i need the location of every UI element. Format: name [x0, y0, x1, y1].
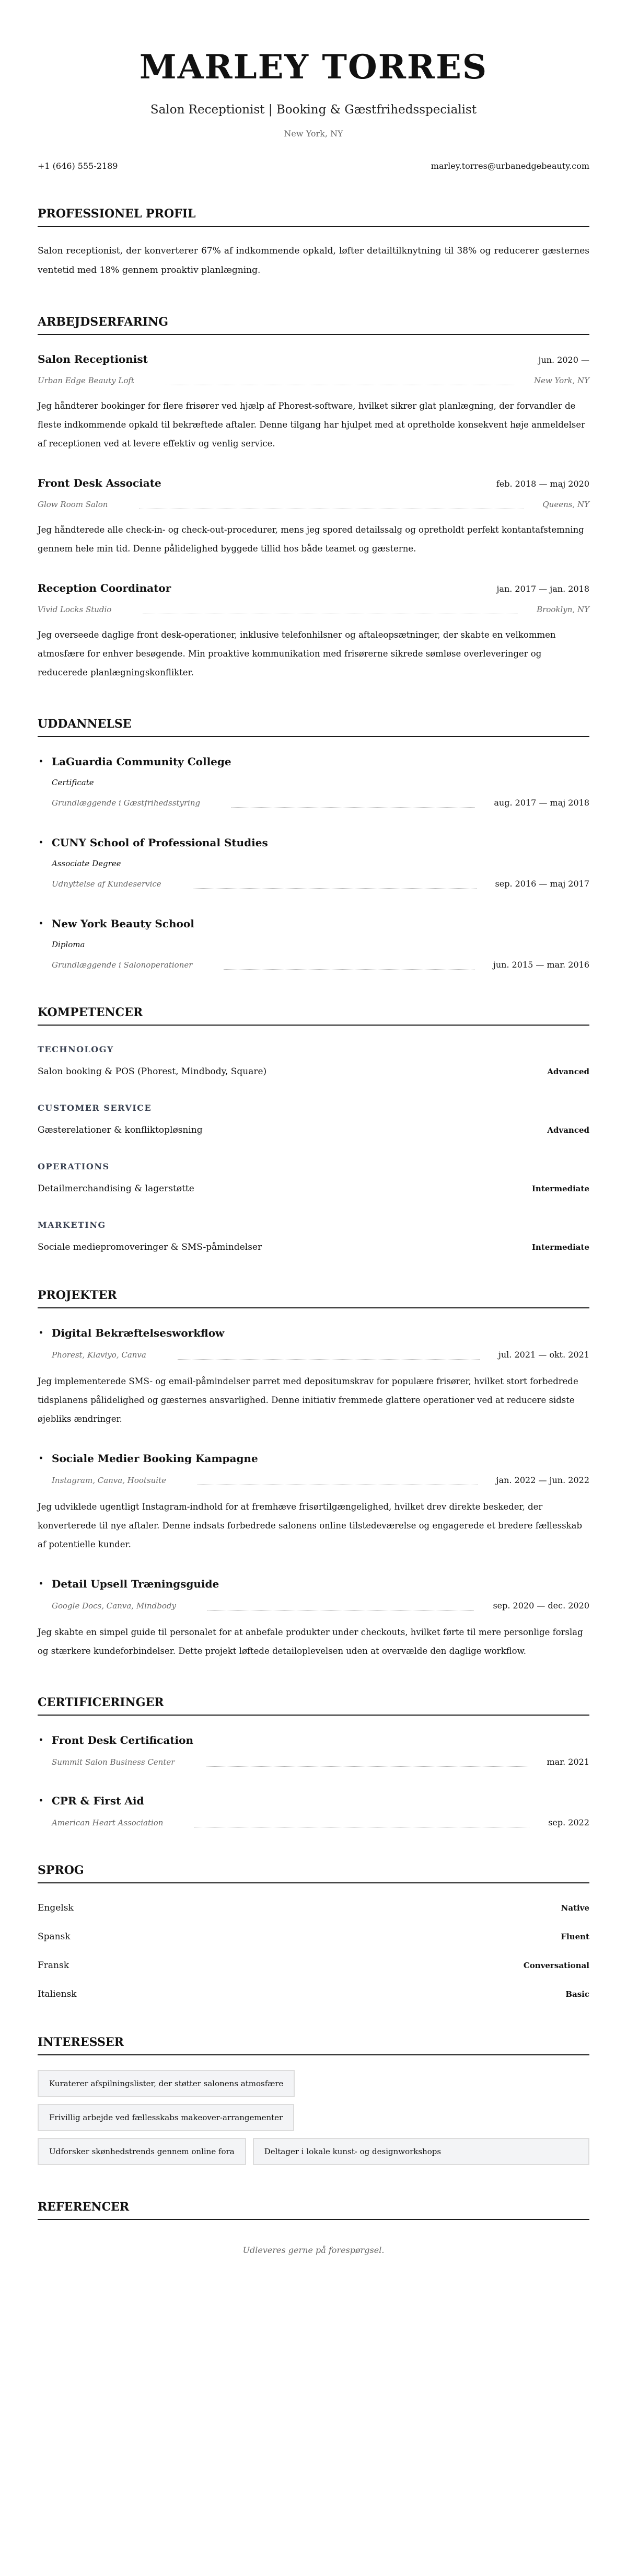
interests-section — [38, 2035, 589, 2165]
degree: Diploma — [52, 940, 85, 949]
company: Glow Room Salon — [38, 500, 108, 509]
school-name: LaGuardia Community College — [52, 755, 231, 768]
education-dates: sep. 2016 — maj 2017 — [495, 879, 589, 889]
project-dates: jul. 2021 — okt. 2021 — [498, 1350, 589, 1360]
resume-header — [38, 47, 589, 172]
certification-issuer: American Heart Association — [52, 1818, 164, 1827]
job-entry — [38, 352, 589, 453]
job-description: Jeg håndterede alle check-in- og check-out-procedurer, mens jeg spored detailssalg og opretholdt perfekt kontantafstemning gennem hele min tid. Denne pålidelighed byggede tillid hos både teamet og gæsterne. — [38, 525, 584, 554]
job-location: Queens, NY — [542, 500, 589, 509]
skills-section — [38, 1005, 589, 1254]
project-entry — [38, 1577, 589, 1661]
interest-tag: Frivillig arbejde ved fællesskabs makeover-arrangementer — [38, 2104, 294, 2131]
language-level: Basic — [565, 1990, 589, 1999]
location: New York, NY — [284, 129, 343, 139]
job-description: Jeg håndterer bookinger for flere frisører ved hjælp af Phorest-software, hvilket sikrer glat planlægning, der forvandler de fleste indkommende opkald til bekræftede aftaler. Denne tilgang har hjulpet med at opretholde konsekvent høje anmeldelser af receptionen ved at levere effektiv og venlig service. — [38, 401, 585, 448]
language-level: Fluent — [561, 1932, 589, 1941]
candidate-name: MARLEY TORRES — [139, 48, 488, 87]
interest-tag: Udforsker skønhedstrends gennem online fora — [38, 2138, 246, 2165]
skill-category — [38, 1162, 589, 1195]
dotted-leader — [231, 807, 475, 808]
skill-category-label: OPERATIONS — [38, 1162, 110, 1171]
certification-date: mar. 2021 — [547, 1757, 589, 1767]
project-title: Detail Upsell Træningsguide — [52, 1578, 219, 1590]
education-entry — [38, 755, 589, 809]
job-dates: feb. 2018 — maj 2020 — [496, 479, 589, 489]
experience-section — [38, 315, 589, 682]
section-title: PROFESSIONEL PROFIL — [38, 206, 589, 227]
dotted-leader — [224, 969, 474, 970]
language-name: Engelsk — [38, 1903, 74, 1913]
dotted-leader — [206, 1766, 528, 1767]
section-title: CERTIFICERINGER — [38, 1695, 589, 1716]
skill-category — [38, 1103, 589, 1136]
skill-level: Advanced — [547, 1067, 589, 1076]
project-tools: Instagram, Canva, Hootsuite — [52, 1476, 166, 1485]
bullet-icon: • — [39, 1580, 43, 1588]
language-name: Fransk — [38, 1960, 69, 1971]
skill-level: Advanced — [547, 1125, 589, 1135]
language-name: Italiensk — [38, 1989, 77, 1999]
education-entry — [38, 836, 589, 890]
bullet-icon: • — [39, 757, 43, 766]
language-row — [38, 1988, 589, 2000]
job-title: Front Desk Associate — [38, 477, 161, 489]
contact-row — [38, 160, 589, 172]
interest-tag: Kuraterer afspilningslister, der støtter salonens atmosfære — [38, 2070, 295, 2097]
language-name: Spansk — [38, 1931, 71, 1942]
education-dates: jun. 2015 — mar. 2016 — [493, 960, 589, 970]
school-name: CUNY School of Professional Studies — [52, 836, 268, 849]
email[interactable]: marley.torres@urbanedgebeauty.com — [431, 161, 589, 171]
field-of-study: Udnyttelse af Kundeservice — [52, 879, 161, 889]
skill-category-label: MARKETING — [38, 1220, 106, 1230]
language-level: Native — [561, 1903, 589, 1913]
job-title: Reception Coordinator — [38, 582, 171, 594]
skill-name: Salon booking & POS (Phorest, Mindbody, Square) — [38, 1066, 267, 1077]
skill-name: Detailmerchandising & lagerstøtte — [38, 1183, 194, 1194]
section-title: KOMPETENCER — [38, 1005, 589, 1026]
job-location: Brooklyn, NY — [537, 605, 589, 614]
interest-tags — [38, 2070, 589, 2165]
language-row — [38, 1902, 589, 1914]
job-location: New York, NY — [533, 376, 589, 385]
school-name: New York Beauty School — [52, 917, 194, 930]
skill-level: Intermediate — [531, 1243, 589, 1252]
skill-name: Gæsterelationer & konfliktopløsning — [38, 1125, 203, 1135]
references-note: Udleveres gerne på forespørgsel. — [242, 2245, 385, 2255]
project-tools: Phorest, Klaviyo, Canva — [52, 1350, 146, 1360]
dotted-leader — [178, 1359, 480, 1360]
references-section — [38, 2200, 589, 2257]
headline: Salon Receptionist | Booking & Gæstfrihedsspecialist — [150, 103, 477, 117]
project-title: Digital Bekræftelsesworkflow — [52, 1327, 225, 1339]
degree: Certificate — [52, 778, 94, 787]
education-section — [38, 717, 589, 971]
field-of-study: Grundlæggende i Salonoperationer — [52, 960, 193, 970]
project-entry — [38, 1326, 589, 1429]
interest-tag: Deltager i lokale kunst- og designworkshops — [253, 2138, 589, 2165]
job-dates: jan. 2017 — jan. 2018 — [496, 584, 589, 594]
certification-date: sep. 2022 — [548, 1818, 589, 1827]
skill-category-label: TECHNOLOGY — [38, 1044, 114, 1054]
education-entry — [38, 917, 589, 971]
skill-category — [38, 1044, 589, 1078]
project-description: Jeg implementerede SMS- og email-påmindelser parret med depositumskrav for populære frisører, hvilket stort forbedrede tidsplanens pålidelighed og gæsternes ansvarlighed. Denne initiativ fremmede glattere operationer ved at reducere sidste øjebliks ændringer. — [38, 1376, 578, 1424]
job-description: Jeg overseede daglige front desk-operationer, inklusive telefonhilsner og aftaleopsætninger, der skabte en velkommen atmosfære for enhver besøgende. Min proaktive kommunikation med frisørerne sikrede sømløse overleveringer og reducerede planlægningskonflikter. — [38, 630, 556, 677]
project-title: Sociale Medier Booking Kampagne — [52, 1452, 258, 1465]
company: Vivid Locks Studio — [38, 605, 112, 614]
language-row — [38, 1930, 589, 1943]
certification-entry — [38, 1733, 589, 1768]
language-row — [38, 1959, 589, 1972]
certification-entry — [38, 1794, 589, 1828]
profile-section — [38, 206, 589, 280]
project-tools: Google Docs, Canva, Mindbody — [52, 1601, 176, 1611]
field-of-study: Grundlæggende i Gæstfrihedsstyring — [52, 798, 201, 808]
skill-level: Intermediate — [531, 1184, 589, 1193]
project-description: Jeg udviklede ugentligt Instagram-indhold for at fremhæve frisørtilgængelighed, hvilket drev direkte beskeder, der konverterede til nye aftaler. Denne indsats forbedrede salonens online tilstedeværelse og engagerede et bredere fællesskab af potentielle kunder. — [38, 1502, 583, 1549]
job-title: Salon Receptionist — [38, 353, 148, 365]
skill-name: Sociale mediepromoveringer & SMS-påmindelser — [38, 1242, 262, 1252]
project-dates: sep. 2020 — dec. 2020 — [493, 1601, 589, 1611]
certifications-section — [38, 1695, 589, 1828]
bullet-icon: • — [39, 1454, 43, 1463]
section-title: PROJEKTER — [38, 1288, 589, 1308]
certification-issuer: Summit Salon Business Center — [52, 1757, 175, 1767]
certification-name: Front Desk Certification — [52, 1734, 194, 1746]
section-title: REFERENCER — [38, 2200, 589, 2220]
certification-name: CPR & First Aid — [52, 1795, 144, 1807]
dotted-leader — [207, 1610, 474, 1611]
education-dates: aug. 2017 — maj 2018 — [494, 798, 589, 808]
project-entry — [38, 1452, 589, 1554]
bullet-icon: • — [39, 1736, 43, 1744]
skill-category — [38, 1220, 589, 1254]
bullet-icon: • — [39, 838, 43, 847]
company: Urban Edge Beauty Loft — [38, 376, 134, 385]
job-dates: jun. 2020 — — [538, 355, 589, 365]
skill-category-label: CUSTOMER SERVICE — [38, 1103, 152, 1113]
project-description: Jeg skabte en simpel guide til personalet for at anbefale produkter under checkouts, hvilket førte til mere personlige forslag og stærkere kundeforbindelser. Dette projekt løftede detailoplevelsen uden at overvælde den daglige workflow. — [38, 1627, 583, 1656]
section-title: INTERESSER — [38, 2035, 589, 2055]
section-title: ARBEJDSERFARING — [38, 315, 589, 335]
bullet-icon: • — [39, 919, 43, 928]
languages-section — [38, 1863, 589, 2000]
projects-section — [38, 1288, 589, 1661]
job-entry — [38, 476, 589, 558]
job-entry — [38, 581, 589, 682]
project-dates: jan. 2022 — jun. 2022 — [496, 1475, 589, 1485]
dotted-leader — [193, 888, 477, 889]
profile-summary: Salon receptionist, der konverterer 67% af indkommende opkald, løfter detailtilknytning til 38% og reducerer gæsternes ventetid med 18% gennem proaktiv planlægning. — [38, 246, 589, 275]
section-title: UDDANNELSE — [38, 717, 589, 737]
phone[interactable]: +1 (646) 555-2189 — [38, 161, 118, 171]
bullet-icon: • — [39, 1329, 43, 1337]
language-level: Conversational — [523, 1961, 589, 1970]
degree: Associate Degree — [52, 859, 121, 868]
section-title: SPROG — [38, 1863, 589, 1883]
bullet-icon: • — [39, 1797, 43, 1805]
